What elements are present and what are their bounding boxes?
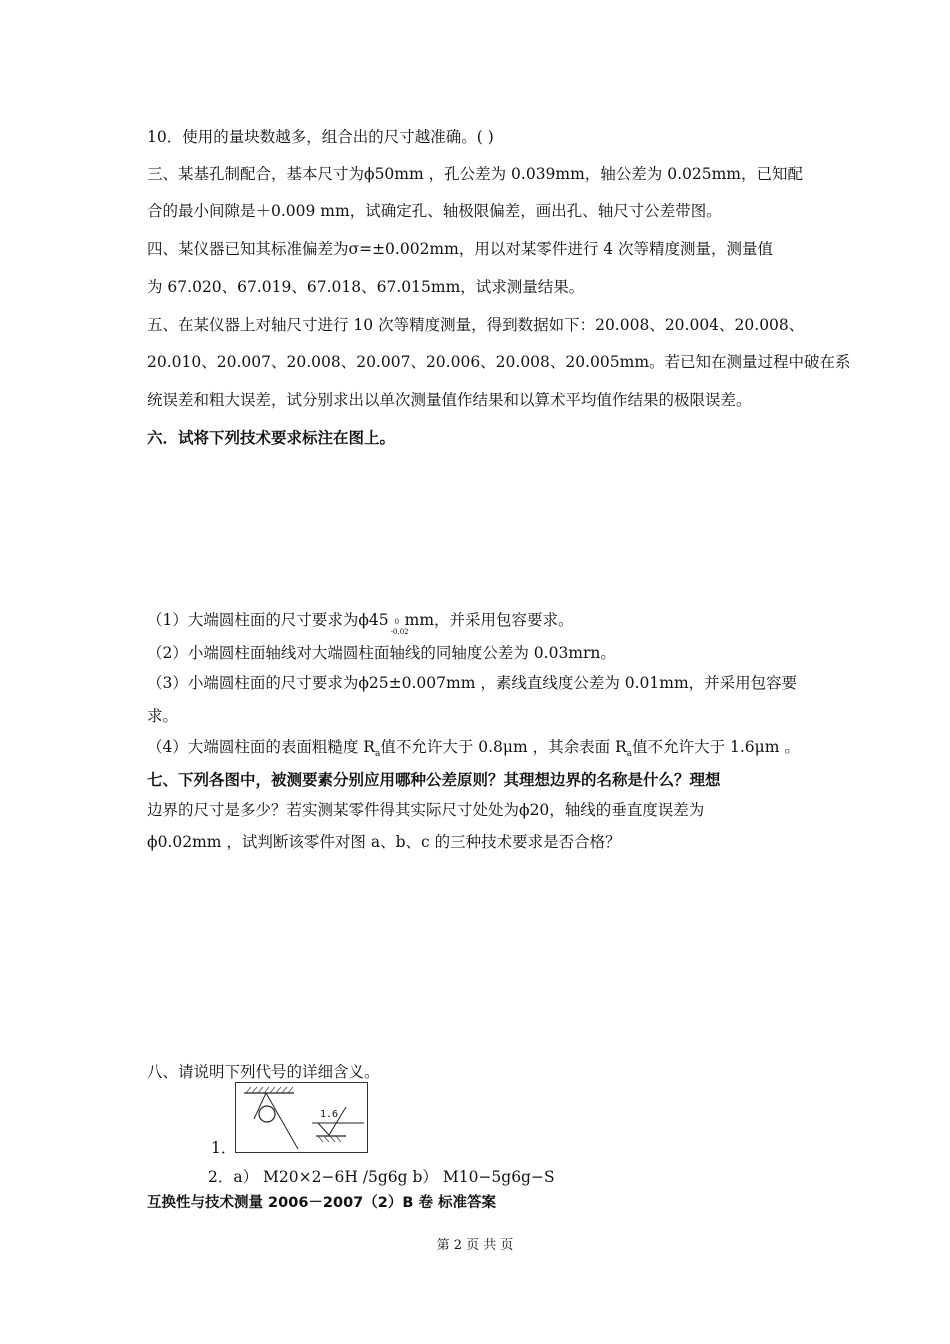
section-6-item-3a: （3）小端圆柱面的尺寸要求为ϕ25±0.007mm ，素线直线度公差为 0.01mm，并采用包容要 [147, 674, 798, 692]
question-10: 10．使用的量块数越多，组合出的尺寸越准确。( ) [147, 128, 494, 146]
section-7-line-3: ϕ0.02mm ，试判断该零件对图 a、b、c 的三种技术要求是否合格？ [147, 833, 621, 851]
section-8-title: 八、请说明下列代号的详细含义。 [147, 1063, 380, 1081]
section-4-line-2: 为 67.020、67.019、67.018、67.015mm，试求测量结果。 [147, 278, 585, 296]
roughness-symbol-drawing [236, 1083, 367, 1152]
section-5-line-3: 统误差和粗大误差，试分别求出以单次测量值作结果和以算术平均值作结果的极限误差。 [147, 391, 752, 409]
section-6-item-4 [147, 737, 800, 764]
section-5-line-1: 五、在某仪器上对轴尺寸进行 10 次等精度测量，得到数据如下：20.008、20.004、20.008、 [147, 316, 805, 334]
upper-deviation: 0 [394, 618, 400, 626]
section-3-line-1: 三、某基孔制配合，基本尺寸为ϕ50mm ，孔公差为 0.039mm，轴公差为 0.025mm，已知配 [147, 165, 804, 183]
section-8-item-1: 1． [211, 1139, 237, 1157]
section-5-line-2: 20.010、20.007、20.008、20.007、20.006、20.008、20.005mm。若已知在测量过程中破在系 [147, 353, 851, 371]
section-6-item-3b: 求。 [147, 707, 179, 725]
item-4-text-a: （4）大端圆柱面的表面粗糙度 R [147, 738, 375, 756]
roughness-value: 1.6 [320, 1109, 339, 1120]
section-6-item-2: （2）小端圆柱面轴线对大端圆柱面轴线的同轴度公差为 0.03mrn。 [147, 644, 616, 662]
tolerance-stack [389, 610, 409, 636]
item-1-text: （1）大端圆柱面的尺寸要求为ϕ45 [147, 611, 389, 629]
item-4-text-b: 值不允许大于 0.8μm ，其余表面 R [380, 738, 627, 756]
item-1-suffix: mm，并采用包容要求。 [404, 611, 574, 629]
section-6-title: 六．试将下列技术要求标注在图上。 [147, 429, 396, 447]
subscript-a-2: a [626, 749, 633, 759]
section-8-item-2: 2．a） M20×2−6H /5g6g b） M10−5g6g−S [208, 1168, 555, 1186]
lower-deviation: -0.02 [390, 628, 409, 636]
section-6-item-1 [147, 610, 574, 636]
section-4-line-1: 四、某仪器已知其标准偏差为σ=±0.002mm，用以对某零件进行 4 次等精度测量，测量值 [147, 240, 774, 258]
page-footer: 第 2 页 共 页 [436, 1238, 514, 1253]
answer-title: 互换性与技术测量 2006－2007（2）B 卷 标准答案 [147, 1195, 496, 1211]
section-7-line-2: 边界的尺寸是多少？若实测某零件得其实际尺寸处处为ϕ20，轴线的垂直度误差为 [147, 801, 705, 819]
symbol-figure [235, 1082, 368, 1153]
section-3-line-2: 合的最小间隙是＋0.009 mm，试确定孔、轴极限偏差，画出孔、轴尺寸公差带图。 [147, 202, 722, 220]
item-4-text-c: 值不允许大于 1.6μm 。 [632, 738, 800, 756]
section-7-line-1: 七、下列各图中，被测要素分别应用哪种公差原则？其理想边界的名称是什么？理想 [147, 771, 721, 789]
subscript-a: a [374, 749, 381, 759]
